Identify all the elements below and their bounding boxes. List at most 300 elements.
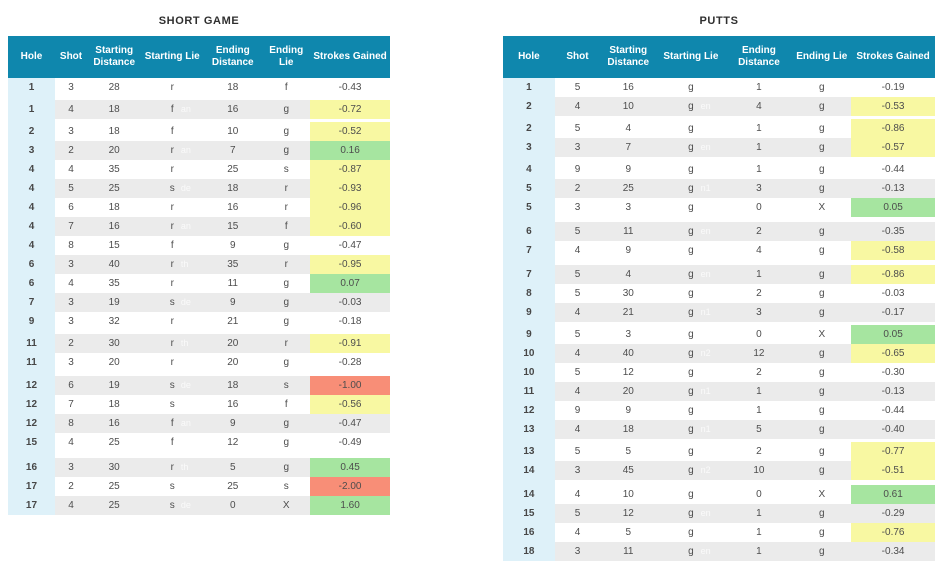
column-header-start_lie: Starting Lie: [141, 36, 203, 78]
cell-strokes_gained: -0.72: [310, 99, 390, 121]
column-header-end_lie: Ending Lie: [262, 36, 310, 78]
ghost-text: de: [180, 500, 191, 510]
cell-end_dist: 9: [229, 240, 236, 251]
cell-start_lie: r th: [141, 333, 203, 354]
cell-start_lie: g: [688, 202, 694, 213]
cell-start_lie: r an: [141, 217, 203, 236]
cell-shot: 9: [555, 159, 600, 180]
cell-end_dist: 4: [756, 245, 762, 256]
cell-start_dist: 5: [600, 441, 656, 462]
cell-end_dist: 0: [203, 496, 262, 515]
ghost-text: an: [180, 418, 191, 428]
cell-hole: 6: [8, 255, 55, 274]
column-header-shot: Shot: [555, 36, 600, 78]
ghost-text: de: [180, 183, 191, 193]
table-row: [503, 483, 935, 505]
cell-shot: 3: [555, 138, 600, 159]
cell-strokes_gained: -0.47: [310, 414, 390, 433]
column-header-strokes_gained: Strokes Gained: [851, 36, 935, 78]
cell-hole: 2: [503, 97, 555, 118]
cell-end_dist: 1: [725, 504, 792, 523]
putts-table: [503, 36, 935, 561]
cell-end_lie: g: [262, 99, 310, 121]
cell-end_dist: 3: [725, 179, 792, 198]
cell-end_lie: X: [792, 324, 851, 345]
table-row: [503, 441, 935, 462]
table-row: [8, 236, 390, 255]
short-game-table: [8, 36, 390, 515]
table-row: [8, 293, 390, 312]
cell-shot: 7: [55, 217, 87, 236]
table-row: [503, 344, 935, 363]
cell-start_dist: 3: [600, 324, 656, 345]
cell-strokes_gained: 0.16: [310, 141, 390, 160]
cell-strokes_gained: -0.86: [851, 263, 935, 285]
cell-start_lie: r an: [141, 141, 203, 160]
cell-shot: 4: [55, 496, 87, 515]
cell-shot: 2: [55, 333, 87, 354]
cell-end_dist: 12: [725, 344, 792, 363]
cell-end_dist: 1: [725, 118, 792, 139]
cell-end_dist: 0: [756, 202, 762, 213]
cell-shot: 3: [555, 542, 600, 561]
cell-end_dist: 21: [227, 316, 239, 327]
cell-strokes_gained: -0.65: [851, 344, 935, 363]
cell-end_lie: r: [262, 179, 310, 198]
cell-strokes_gained: -0.51: [851, 461, 935, 483]
cell-end_lie: g: [819, 405, 825, 416]
column-header-hole: Hole: [503, 36, 555, 78]
table-row: [503, 401, 935, 420]
cell-hole: 4: [8, 179, 55, 198]
cell-start_lie: r: [170, 82, 174, 93]
cell-hole: 15: [8, 433, 55, 455]
cell-end_lie: r: [284, 202, 288, 213]
cell-strokes_gained: -0.30: [881, 367, 905, 378]
cell-shot: 2: [55, 141, 87, 160]
cell-end_dist: 2: [725, 220, 792, 242]
header-row: [8, 36, 390, 78]
cell-hole: 5: [503, 198, 555, 220]
cell-shot: 3: [55, 293, 87, 312]
cell-strokes_gained: -0.57: [851, 138, 935, 159]
cell-end_dist: 18: [203, 374, 262, 395]
cell-hole: 9: [8, 312, 55, 333]
table-row: [8, 179, 390, 198]
column-header-strokes_gained: Strokes Gained: [310, 36, 390, 78]
cell-shot: 3: [68, 82, 74, 93]
ghost-text: en: [700, 546, 711, 556]
cell-start_lie: g n1: [656, 382, 725, 401]
cell-strokes_gained: -0.56: [310, 395, 390, 414]
cell-end_dist: 0: [725, 324, 792, 345]
cell-start_dist: 40: [600, 344, 656, 363]
cell-start_lie: s de: [141, 293, 203, 312]
cell-shot: 2: [555, 179, 600, 198]
cell-strokes_gained: 0.61: [851, 483, 935, 505]
cell-shot: 4: [555, 483, 600, 505]
cell-end_dist: 12: [227, 437, 239, 448]
cell-end_dist: 18: [227, 82, 239, 93]
ghost-text: en: [700, 142, 711, 152]
cell-shot: 4: [574, 527, 581, 538]
table-row: [503, 382, 935, 401]
cell-start_dist: 25: [108, 437, 120, 448]
cell-start_dist: 7: [600, 138, 656, 159]
cell-shot: 5: [574, 82, 581, 93]
cell-start_lie: g: [656, 441, 725, 462]
cell-start_dist: 9: [600, 159, 656, 180]
cell-end_dist: 15: [203, 217, 262, 236]
cell-hole: 1: [503, 78, 555, 97]
cell-start_dist: 3: [625, 202, 632, 213]
cell-end_lie: g: [792, 382, 851, 401]
cell-start_lie: r: [170, 164, 174, 175]
column-header-start_lie: Starting Lie: [656, 36, 725, 78]
ghost-text: th: [180, 259, 189, 269]
cell-end_dist: 10: [203, 121, 262, 142]
cell-start_lie: g n2: [656, 461, 725, 483]
cell-shot: 3: [55, 455, 87, 477]
cell-strokes_gained: -0.40: [851, 420, 935, 441]
table-row: [8, 160, 390, 179]
cell-start_lie: g: [688, 405, 694, 416]
cell-start_lie: g: [688, 245, 694, 256]
cell-end_lie: g: [262, 414, 310, 433]
cell-hole: 5: [503, 179, 555, 198]
cell-start_lie: g n1: [656, 303, 725, 324]
cell-shot: 3: [68, 357, 74, 368]
cell-end_dist: 1: [725, 138, 792, 159]
cell-end_dist: 10: [725, 461, 792, 483]
cell-start_dist: 40: [87, 255, 141, 274]
table-row: [8, 255, 390, 274]
cell-shot: 8: [68, 240, 74, 251]
ghost-text: an: [180, 221, 191, 231]
cell-end_lie: g: [283, 278, 290, 289]
cell-strokes_gained: -0.93: [310, 179, 390, 198]
cell-strokes_gained: -0.03: [310, 293, 390, 312]
ghost-text: de: [180, 297, 191, 307]
cell-end_lie: g: [792, 118, 851, 139]
cell-start_dist: 20: [108, 357, 120, 368]
column-header-hole: Hole: [8, 36, 55, 78]
short-game-title: SHORT GAME: [158, 15, 240, 27]
putts-title: PUTTS: [699, 15, 739, 27]
cell-shot: 5: [574, 288, 581, 299]
cell-strokes_gained: -0.28: [338, 357, 362, 368]
cell-start_dist: 12: [622, 367, 634, 378]
table-row: [503, 179, 935, 198]
cell-shot: 4: [555, 303, 600, 324]
cell-end_lie: g: [262, 121, 310, 142]
cell-hole: 7: [503, 263, 555, 285]
cell-start_dist: 30: [87, 333, 141, 354]
cell-strokes_gained: 0.07: [310, 274, 390, 293]
cell-start_dist: 30: [622, 288, 634, 299]
cell-end_lie: g: [792, 179, 851, 198]
cell-start_lie: s: [169, 399, 175, 410]
cell-shot: 2: [68, 481, 74, 492]
cell-end_dist: 9: [203, 293, 262, 312]
cell-end_lie: g: [283, 437, 290, 448]
cell-shot: 8: [55, 414, 87, 433]
cell-start_lie: s de: [141, 496, 203, 515]
cell-end_lie: g: [792, 97, 851, 118]
cell-end_lie: g: [792, 220, 851, 242]
cell-end_dist: 25: [227, 481, 239, 492]
table-row: [503, 504, 935, 523]
cell-hole: 4: [8, 198, 55, 217]
cell-strokes_gained: 1.60: [310, 496, 390, 515]
cell-hole: 2: [8, 121, 55, 142]
cell-strokes_gained: -0.13: [851, 179, 935, 198]
cell-end_dist: 1: [725, 159, 792, 180]
table-row: [503, 263, 935, 285]
cell-end_dist: 20: [203, 333, 262, 354]
cell-end_lie: g: [283, 316, 290, 327]
table-row: [503, 241, 935, 263]
cell-end_dist: 16: [227, 399, 239, 410]
cell-start_lie: g n2: [656, 344, 725, 363]
table-row: [503, 138, 935, 159]
cell-shot: 5: [555, 504, 600, 523]
cell-end_lie: g: [792, 138, 851, 159]
cell-shot: 5: [574, 367, 581, 378]
cell-hole: 6: [8, 274, 55, 293]
column-header-shot: Shot: [55, 36, 87, 78]
table-row: [8, 198, 390, 217]
cell-start_dist: 18: [87, 121, 141, 142]
cell-hole: 17: [8, 477, 55, 496]
cell-end_lie: g: [283, 240, 290, 251]
cell-hole: 17: [8, 496, 55, 515]
cell-strokes_gained: -2.00: [310, 477, 390, 496]
cell-hole: 8: [503, 284, 555, 303]
cell-end_lie: g: [819, 245, 825, 256]
cell-end_lie: f: [284, 399, 288, 410]
table-row: [8, 141, 390, 160]
cell-hole: 12: [503, 401, 555, 420]
cell-hole: 10: [503, 344, 555, 363]
cell-strokes_gained: -0.58: [851, 241, 935, 263]
cell-start_lie: f: [170, 240, 174, 251]
cell-end_dist: 5: [203, 455, 262, 477]
cell-hole: 4: [8, 236, 55, 255]
cell-start_dist: 10: [600, 483, 656, 505]
table-row: [503, 78, 935, 97]
cell-end_dist: 5: [725, 420, 792, 441]
cell-strokes_gained: -0.76: [851, 523, 935, 542]
cell-end_dist: 20: [227, 357, 239, 368]
cell-strokes_gained: -0.03: [881, 288, 905, 299]
cell-strokes_gained: -0.29: [851, 504, 935, 523]
cell-start_lie: f: [170, 437, 174, 448]
cell-start_lie: g en: [656, 220, 725, 242]
cell-end_lie: g: [819, 288, 825, 299]
cell-start_dist: 18: [600, 420, 656, 441]
cell-hole: 10: [503, 363, 555, 382]
cell-end_lie: X: [818, 202, 826, 213]
cell-end_lie: s: [283, 164, 289, 175]
table-row: [503, 220, 935, 242]
cell-strokes_gained: -0.35: [851, 220, 935, 242]
cell-end_lie: r: [262, 255, 310, 274]
cell-start_lie: g n1: [656, 179, 725, 198]
cell-start_dist: 19: [87, 374, 141, 395]
column-header-end_dist: Ending Distance: [725, 36, 792, 78]
cell-end_dist: 16: [227, 202, 239, 213]
cell-hole: 13: [503, 441, 555, 462]
cell-shot: 3: [68, 316, 74, 327]
table-row: [503, 461, 935, 483]
cell-start_dist: 11: [600, 220, 656, 242]
cell-start_dist: 21: [600, 303, 656, 324]
cell-end_lie: r: [262, 333, 310, 354]
table-row: [8, 477, 390, 496]
cell-start_lie: g: [656, 159, 725, 180]
cell-shot: 3: [55, 255, 87, 274]
cell-hole: 12: [8, 395, 55, 414]
cell-strokes_gained: -0.18: [338, 316, 362, 327]
table-row: [8, 395, 390, 414]
cell-start_lie: r th: [141, 455, 203, 477]
cell-end_lie: X: [262, 496, 310, 515]
cell-strokes_gained: -0.44: [851, 159, 935, 180]
cell-hole: 9: [503, 324, 555, 345]
ghost-text: an: [180, 145, 191, 155]
cell-start_lie: f an: [141, 414, 203, 433]
ghost-text: en: [700, 226, 711, 236]
cell-start_lie: s de: [141, 374, 203, 395]
cell-strokes_gained: -1.00: [310, 374, 390, 395]
cell-start_dist: 32: [108, 316, 120, 327]
cell-strokes_gained: -0.95: [310, 255, 390, 274]
cell-start_lie: g: [688, 527, 694, 538]
cell-end_lie: g: [792, 263, 851, 285]
cell-end_lie: g: [792, 504, 851, 523]
cell-shot: 3: [555, 461, 600, 483]
cell-end_dist: 1: [725, 542, 792, 561]
cell-shot: 4: [555, 420, 600, 441]
cell-strokes_gained: 0.45: [310, 455, 390, 477]
cell-strokes_gained: -0.19: [881, 82, 905, 93]
ghost-text: n2: [700, 348, 711, 358]
cell-shot: 5: [55, 179, 87, 198]
table-row: [503, 303, 935, 324]
cell-end_lie: g: [262, 141, 310, 160]
cell-end_lie: X: [792, 483, 851, 505]
cell-end_lie: g: [262, 293, 310, 312]
cell-end_lie: s: [262, 374, 310, 395]
cell-start_dist: 15: [108, 240, 120, 251]
cell-end_lie: g: [792, 344, 851, 363]
cell-start_dist: 4: [600, 118, 656, 139]
cell-end_dist: 1: [725, 263, 792, 285]
cell-start_dist: 9: [625, 245, 632, 256]
cell-strokes_gained: -0.53: [851, 97, 935, 118]
cell-hole: 6: [503, 220, 555, 242]
cell-start_lie: f an: [141, 99, 203, 121]
table-row: [503, 542, 935, 561]
cell-hole: 14: [503, 483, 555, 505]
ghost-text: n1: [700, 307, 711, 317]
cell-start_dist: 18: [108, 399, 120, 410]
table-row: [8, 433, 390, 455]
ghost-text: n2: [700, 465, 711, 475]
cell-hole: 11: [503, 382, 555, 401]
cell-end_dist: 4: [725, 97, 792, 118]
cell-shot: 5: [555, 441, 600, 462]
cell-hole: 12: [8, 414, 55, 433]
cell-shot: 4: [68, 164, 74, 175]
cell-strokes_gained: -0.52: [310, 121, 390, 142]
cell-shot: 6: [68, 202, 74, 213]
cell-strokes_gained: -0.87: [310, 160, 390, 179]
cell-shot: 5: [555, 118, 600, 139]
cell-hole: 16: [503, 523, 555, 542]
table-row: [8, 217, 390, 236]
cell-start_dist: 20: [600, 382, 656, 401]
cell-end_lie: g: [792, 441, 851, 462]
cell-end_dist: 3: [725, 303, 792, 324]
cell-start_dist: 4: [600, 263, 656, 285]
ghost-text: en: [700, 101, 711, 111]
ghost-text: th: [180, 338, 189, 348]
cell-shot: 5: [555, 220, 600, 242]
table-row: [8, 496, 390, 515]
cell-shot: 6: [55, 374, 87, 395]
cell-hole: 2: [503, 118, 555, 139]
cell-hole: 11: [8, 333, 55, 354]
cell-start_lie: g: [688, 82, 694, 93]
cell-end_lie: f: [262, 217, 310, 236]
table-row: [8, 312, 390, 333]
cell-start_dist: 25: [87, 496, 141, 515]
cell-strokes_gained: -0.60: [310, 217, 390, 236]
cell-end_dist: 16: [203, 99, 262, 121]
cell-shot: 3: [574, 202, 581, 213]
cell-hole: 4: [8, 217, 55, 236]
cell-start_lie: s de: [141, 179, 203, 198]
cell-start_dist: 35: [108, 278, 120, 289]
cell-end_lie: g: [819, 82, 825, 93]
cell-strokes_gained: -0.44: [881, 405, 905, 416]
cell-start_lie: f: [141, 121, 203, 142]
cell-start_dist: 45: [600, 461, 656, 483]
table-row: [8, 274, 390, 293]
cell-shot: 4: [574, 245, 581, 256]
cell-start_lie: r: [170, 202, 174, 213]
cell-end_lie: g: [792, 542, 851, 561]
cell-start_lie: r: [170, 316, 174, 327]
cell-end_dist: 1: [756, 82, 762, 93]
short-game-panel: [8, 12, 390, 515]
cell-start_lie: s: [169, 481, 175, 492]
cell-end_dist: 9: [203, 414, 262, 433]
table-row: [503, 363, 935, 382]
cell-end_dist: 2: [756, 288, 762, 299]
table-row: [8, 414, 390, 433]
cell-strokes_gained: -0.13: [851, 382, 935, 401]
cell-strokes_gained: -0.47: [338, 240, 362, 251]
cell-shot: 3: [55, 121, 87, 142]
cell-end_dist: 1: [725, 382, 792, 401]
cell-start_lie: g en: [656, 263, 725, 285]
cell-start_dist: 11: [600, 542, 656, 561]
ghost-text: de: [180, 380, 191, 390]
cell-hole: 4: [503, 159, 555, 180]
